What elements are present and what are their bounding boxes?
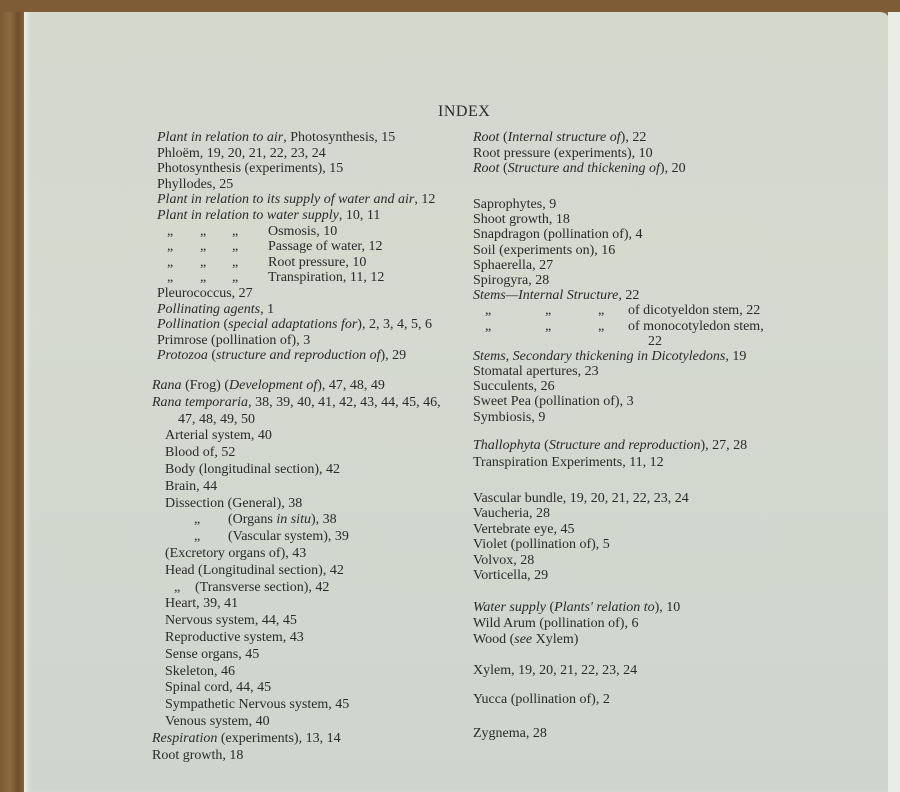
index-entry — [473, 379, 746, 394]
index-entry — [152, 647, 441, 664]
entry-text — [195, 580, 329, 597]
index-entry — [157, 192, 435, 208]
entry-text — [268, 239, 383, 255]
entry-text-segment: Wood ( — [473, 632, 515, 647]
entry-italic-text: special adaptations for — [228, 317, 358, 333]
ditto-mark: „ — [194, 529, 201, 545]
index-entry — [473, 288, 746, 303]
ditto-mark: „ — [545, 303, 552, 319]
index-entry — [473, 258, 746, 273]
index-entry — [473, 537, 689, 552]
entry-text — [268, 224, 337, 240]
entry-text-segment: ( — [499, 130, 508, 145]
ditto-mark: „ — [485, 318, 492, 334]
index-entry — [473, 553, 689, 568]
entry-text-segment: ), 27, 28 — [700, 438, 748, 453]
entry-text-segment: (Vascular system), 39 — [228, 529, 349, 545]
page-title: INDEX — [438, 103, 491, 120]
index-entry — [157, 224, 435, 240]
index-entry — [473, 243, 746, 258]
entry-text-segment: Primrose (pollination of), 3 — [157, 332, 311, 348]
index-entry — [473, 303, 761, 319]
wooden-table — [0, 0, 900, 12]
index-entry — [152, 731, 441, 748]
entry-italic-text: Stems, Secondary thickening in Dicotyledons — [473, 348, 726, 364]
entry-italic-text: Plant in relation to its supply of water and air — [157, 192, 415, 208]
index-entry — [152, 580, 441, 597]
index-entry — [157, 239, 435, 255]
entry-text — [648, 334, 662, 349]
entry-text-segment: Brain, 44 — [165, 478, 218, 494]
entry-text-segment: Stomatal apertures, 23 — [473, 364, 599, 380]
entry-text-segment: of monocotyledon stem, — [628, 318, 764, 334]
index-entry — [152, 479, 441, 496]
right-column-group — [473, 726, 547, 742]
entry-text-segment: Body (longitudinal section), 42 — [165, 461, 340, 477]
index-entry — [152, 596, 441, 613]
entry-text-segment: (Frog) ( — [181, 378, 229, 393]
index-entry — [157, 208, 435, 224]
entry-text-segment: (Transverse section), 42 — [195, 579, 330, 595]
index-entry — [152, 529, 441, 546]
entry-text-segment: Heart, 39, 41 — [165, 596, 239, 612]
entry-italic-text: see — [514, 632, 533, 647]
ditto-mark: „ — [200, 223, 207, 239]
right-column-group — [473, 600, 680, 648]
entry-text-segment: Root pressure, 10 — [268, 254, 367, 270]
index-entry — [473, 522, 689, 537]
entry-italic-text: Plant in relation to air — [157, 130, 284, 145]
index-entry — [473, 349, 746, 364]
index-entry — [473, 632, 680, 648]
entry-text-segment: (Organs — [228, 512, 277, 528]
entry-italic-text: Water supply — [473, 600, 546, 615]
right-column-group — [473, 197, 764, 425]
right-column-group — [473, 692, 610, 708]
index-entry — [152, 664, 441, 681]
ditto-mark: „ — [598, 318, 605, 334]
entry-text-segment: Xylem, 19, 20, 21, 22, 23, 24 — [473, 663, 638, 678]
entry-text — [628, 319, 764, 334]
ditto-mark: „ — [232, 254, 239, 270]
index-entry — [473, 726, 547, 742]
entry-text-segment: Soil (experiments on), 16 — [473, 242, 616, 258]
entry-text-segment: Spinal cord, 44, 45 — [165, 680, 272, 696]
entry-text-segment: Nervous system, 44, 45 — [165, 613, 297, 629]
ditto-mark: „ — [545, 318, 552, 334]
entry-italic-text: Plants' relation to — [554, 600, 655, 615]
left-column-group — [157, 130, 435, 364]
entry-text-segment: ), 38 — [310, 512, 337, 528]
entry-text-segment: Skeleton, 46 — [165, 663, 235, 679]
entry-text-segment: Yucca (pollination of), 2 — [473, 692, 610, 707]
entry-text — [228, 529, 349, 546]
index-entry — [152, 613, 441, 630]
entry-text-segment: Succulents, 26 — [473, 379, 555, 395]
index-entry — [473, 568, 689, 583]
entry-text-segment: Snapdragon (pollination of), 4 — [473, 227, 643, 243]
entry-text-segment: Sympathetic Nervous system, 45 — [165, 697, 350, 713]
entry-text-segment: Shoot growth, 18 — [473, 212, 570, 228]
entry-text-segment: Root pressure (experiments), 10 — [473, 145, 653, 161]
index-entry — [152, 512, 441, 529]
index-entry — [157, 333, 435, 349]
entry-text-segment: Saprophytes, 9 — [473, 197, 557, 212]
entry-text-segment: Symbiosis, 9 — [473, 409, 546, 425]
index-entry — [473, 506, 689, 521]
entry-text-segment: of dicotyeldon stem, 22 — [628, 303, 761, 319]
entry-text-segment: ), 47, 48, 49 — [317, 378, 385, 393]
right-column-group — [473, 437, 747, 471]
entry-text-segment: Osmosis, 10 — [268, 223, 338, 239]
index-entry — [473, 437, 747, 454]
entry-text-segment: , 22 — [618, 288, 640, 304]
entry-text-segment: , 19 — [725, 348, 747, 364]
entry-text — [228, 512, 337, 529]
entry-text-segment: ( — [545, 600, 555, 615]
entry-italic-text: Rana — [152, 378, 182, 393]
entry-text — [268, 255, 366, 271]
index-entry — [157, 317, 435, 333]
entry-text-segment: Xylem) — [532, 632, 579, 647]
index-entry — [473, 454, 747, 471]
entry-italic-text: Root — [473, 130, 500, 145]
entry-text-segment: Spirogyra, 28 — [473, 272, 550, 288]
index-entry — [152, 395, 441, 412]
index-entry — [473, 212, 746, 227]
entry-text-segment: Reproductive system, 43 — [165, 629, 304, 645]
entry-text-segment: (experiments), 13, 14 — [217, 730, 341, 746]
entry-italic-text: Pollinating agents — [157, 301, 261, 317]
entry-text-segment: Vertebrate eye, 45 — [473, 521, 575, 537]
entry-text-segment: Dissection (General), 38 — [165, 495, 303, 511]
entry-text-segment: Transpiration, 11, 12 — [268, 270, 385, 286]
right-column-group — [473, 491, 689, 583]
ditto-mark: „ — [200, 239, 207, 255]
index-entry — [152, 496, 441, 513]
entry-text-segment: Sphaerella, 27 — [473, 257, 554, 273]
right-column-group — [473, 663, 637, 679]
index-entry — [473, 491, 689, 506]
entry-text-segment: Vorticella, 29 — [473, 567, 549, 583]
entry-text-segment: Sense organs, 45 — [165, 646, 260, 662]
entry-text-segment: Vaucheria, 28 — [473, 506, 550, 522]
index-entry — [152, 697, 441, 714]
entry-text-segment: ( — [540, 438, 549, 453]
entry-text-segment: ( — [211, 348, 216, 364]
index-entry — [152, 378, 441, 395]
entry-italic-text: in situ — [276, 512, 311, 528]
entry-text-segment: Head (Longitudinal section), 42 — [165, 562, 344, 578]
index-entry — [157, 161, 435, 177]
entry-text-segment: 22 — [648, 333, 662, 349]
entry-text-segment: Arterial system, 40 — [165, 428, 272, 444]
index-entry — [473, 318, 764, 334]
index-entry — [152, 546, 441, 563]
entry-italic-text: Protozoa — [157, 348, 212, 364]
index-entry — [473, 273, 746, 288]
index-entry — [473, 334, 746, 349]
ditto-mark: „ — [194, 512, 201, 528]
entry-text-segment: Phyllodes, 25 — [157, 176, 234, 192]
entry-text-segment: Transpiration Experiments, 11, 12 — [473, 455, 664, 470]
entry-text-segment: ), 2, 3, 4, 5, 6 — [357, 317, 432, 333]
entry-text-segment: , 10, 11 — [338, 207, 381, 223]
entry-text-segment: ( — [223, 317, 229, 333]
page-edge — [888, 12, 900, 792]
index-entry — [157, 286, 435, 302]
index-entry — [152, 563, 441, 580]
index-entry — [473, 600, 680, 616]
entry-text-segment: Phloëm, 19, 20, 21, 22, 23, 24 — [157, 145, 326, 161]
index-entry — [152, 748, 441, 765]
entry-text-segment: 47, 48, 49, 50 — [178, 411, 255, 427]
entry-text-segment: Venous system, 40 — [165, 713, 270, 729]
entry-text-segment: Root growth, 18 — [152, 747, 244, 763]
index-entry — [157, 177, 435, 193]
index-entry — [157, 146, 435, 162]
index-entry — [473, 130, 686, 146]
entry-italic-text: Plant in relation to water supply — [157, 207, 339, 223]
index-entry — [473, 364, 746, 379]
index-entry — [152, 445, 441, 462]
index-entry — [473, 197, 746, 212]
entry-text-segment: Wild Arum (pollination of), 6 — [473, 616, 639, 631]
index-entry — [473, 146, 686, 162]
index-entry — [473, 663, 637, 679]
entry-italic-text: Rana temporaria — [152, 394, 249, 410]
entry-italic-text: Respiration — [152, 730, 218, 746]
entry-text-segment: Vascular bundle, 19, 20, 21, 22, 23, 24 — [473, 491, 689, 506]
entry-text-segment: ), 10 — [654, 600, 681, 615]
index-entry — [157, 348, 435, 364]
index-entry — [473, 692, 610, 708]
entry-italic-text: structure and reproduction of — [216, 348, 381, 364]
entry-text-segment: Volvox, 28 — [473, 552, 535, 568]
index-entry — [152, 714, 441, 731]
index-entry — [152, 462, 441, 479]
left-column-group — [152, 378, 441, 764]
entry-italic-text: Root — [473, 161, 500, 176]
entry-text-segment: , 12 — [414, 192, 436, 208]
ditto-mark: „ — [200, 254, 207, 270]
entry-text-segment: ), 22 — [620, 130, 647, 145]
ditto-mark: „ — [232, 270, 239, 286]
ditto-mark: „ — [232, 223, 239, 239]
entry-text-segment: Blood of, 52 — [165, 445, 236, 461]
entry-text-segment: ), 20 — [659, 161, 686, 176]
entry-italic-text: Internal structure of — [507, 130, 621, 145]
entry-italic-text: Development of — [229, 378, 318, 393]
index-entry — [473, 161, 686, 177]
entry-italic-text: Structure and reproduction — [548, 438, 701, 453]
ditto-mark: „ — [167, 270, 174, 286]
entry-italic-text: Pollination — [157, 317, 224, 333]
ditto-mark: „ — [598, 303, 605, 319]
entry-text-segment: Sweet Pea (pollination of), 3 — [473, 394, 634, 410]
ditto-mark: „ — [167, 223, 174, 239]
entry-text-segment: ( — [499, 161, 508, 176]
entry-text-segment: , 1 — [260, 301, 275, 317]
index-entry — [152, 630, 441, 647]
index-entry — [157, 302, 435, 318]
entry-text-segment: ), 29 — [380, 348, 407, 364]
ditto-mark: „ — [174, 579, 181, 595]
index-entry — [152, 680, 441, 697]
index-entry — [157, 270, 435, 286]
index-entry — [152, 428, 441, 445]
index-entry — [473, 616, 680, 632]
entry-text-segment: , 38, 39, 40, 41, 42, 43, 44, 45, 46, — [248, 394, 441, 410]
right-column-group — [473, 130, 686, 177]
entry-text-segment: (Excretory organs of), 43 — [165, 545, 307, 561]
ditto-mark: „ — [485, 303, 492, 319]
index-entry — [473, 227, 746, 242]
index-entry — [473, 394, 746, 409]
index-entry — [157, 130, 435, 146]
entry-text-segment: Violet (pollination of), 5 — [473, 537, 610, 553]
entry-text — [268, 270, 384, 286]
entry-italic-text: Stems—Internal Structure — [473, 288, 619, 304]
ditto-mark: „ — [200, 270, 207, 286]
entry-text-segment: Passage of water, 12 — [268, 239, 383, 255]
entry-text-segment: Pleurococcus, 27 — [157, 285, 253, 301]
entry-text-segment: Zygnema, 28 — [473, 726, 547, 741]
entry-text-segment: , Photosynthesis, 15 — [283, 130, 396, 145]
index-entry — [473, 410, 746, 425]
ditto-mark: „ — [167, 239, 174, 255]
ditto-mark: „ — [167, 254, 174, 270]
ditto-mark: „ — [232, 239, 239, 255]
entry-italic-text: Structure and thickening of — [507, 161, 660, 176]
index-entry — [157, 255, 435, 271]
index-entry — [152, 412, 441, 429]
entry-text — [628, 303, 760, 318]
entry-italic-text: Thallophyta — [473, 438, 541, 453]
entry-text-segment: Photosynthesis (experiments), 15 — [157, 161, 344, 177]
